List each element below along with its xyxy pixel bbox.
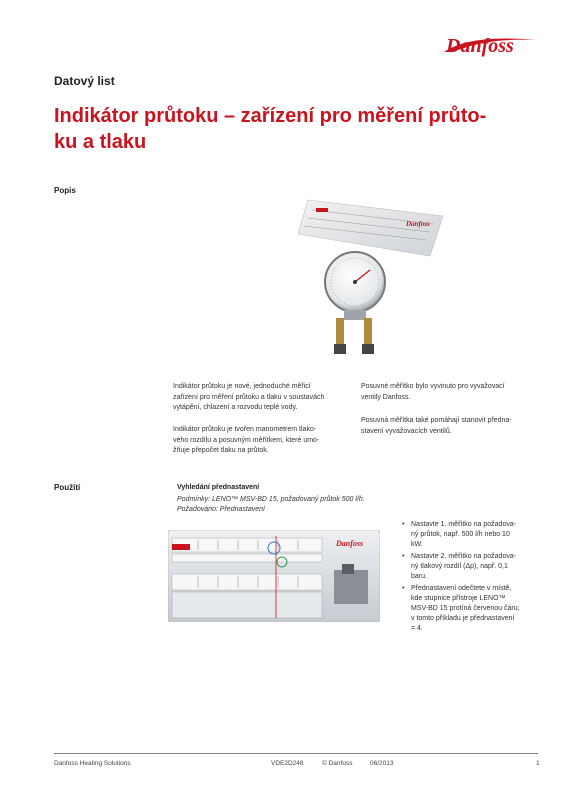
svg-text:Danfoss: Danfoss — [446, 35, 514, 57]
slide-rule-scale-image — [168, 530, 380, 622]
footer-code: VDE2D248 — [271, 760, 304, 767]
section-heading-pouziti: Použití — [54, 483, 81, 492]
footer-copyright: © Danfoss — [322, 760, 353, 767]
title-line-1: Indikátor průtoku – zařízení pro měření průto- — [54, 105, 487, 127]
page-title — [54, 103, 534, 155]
footer-divider — [54, 753, 538, 754]
popis-col1-paragraph2: Indikátor průtoku je tvořen manometrem tlako- vého rozdílu a posuvným měřítkem, které umo- žňuje přepočet tlaku na průtok. — [173, 426, 320, 454]
required-text: Požadováno: Přednastavení — [177, 506, 265, 513]
conditions-text: Podmínky: LENO™ MSV-BD 15, požadovaný průtok 500 l/h. — [177, 496, 365, 503]
flow-indicator-photo — [298, 188, 448, 358]
danfoss-logo — [440, 30, 540, 64]
list-item: • Nastavte 1. měřítko na požadova- ný průtok, např. 500 l/h nebo 10 kW. — [402, 520, 542, 550]
footer-date: 06/2013 — [370, 760, 394, 767]
popis-col2-paragraph1: Posuvné měřítko bylo vyvinuto pro vyvažovací ventily Danfoss. — [361, 383, 505, 401]
footer-page-number: 1 — [536, 760, 540, 767]
list-item: • Přednastavení odečtete v místě, kde stupnice přístroje LENO™ MSV-BD 15 protíná červenou čáru; v tomto příkladu je přednastavení = 4. — [402, 584, 542, 634]
svg-text:Danfoss: Danfoss — [406, 220, 430, 228]
popis-col1-paragraph1: Indikátor průtoku je nové, jednoduché měřicí zařízení pro měření průtoku a tlaku v soustavách vytápění, chlazení a rozvodu teplé vody. — [173, 383, 325, 411]
subsection-heading: Vyhledání přednastavení — [177, 484, 260, 491]
popis-col2-paragraph2: Posuvná měřítka také pomáhají stanovit předna- stavení vyvažovacích ventilů. — [361, 417, 512, 435]
document-type: Datový list — [54, 74, 115, 88]
section-heading-popis: Popis — [54, 186, 76, 195]
instructions-list — [402, 520, 542, 636]
title-line-2: ku a tlaku — [54, 131, 147, 153]
svg-text:Danfoss: Danfoss — [336, 539, 364, 548]
list-item: • Nastavte 2. měřítko na požadova- ný tlakový rozdíl (Δp), např. 0,1 baru. — [402, 552, 542, 582]
footer-company: Danfoss Heating Solutions — [54, 760, 131, 767]
